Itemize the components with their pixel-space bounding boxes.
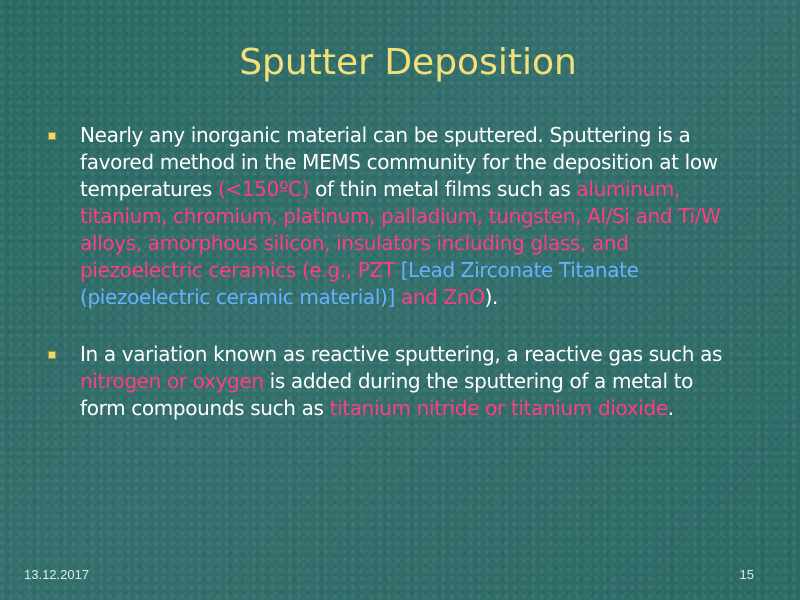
highlight-gases: nitrogen or oxygen: [80, 369, 264, 393]
highlight-compounds: titanium nitride or titanium dioxide: [329, 396, 668, 420]
highlight-pzt-definition: [Lead Zirconate Titanate (piezoelectric ceramic material)]: [80, 258, 639, 309]
highlight-materials: aluminum, titanium, chromium, platinum, palladium, tungsten, Al/Si and Ti/W alloys, amorphous silicon, insulators including glass, and piezoelectric ceramics (e.g., PZT: [80, 177, 721, 282]
bullet-text: ).: [484, 285, 499, 309]
bullet-list: [48, 122, 728, 422]
bullet-text: is added during the sputtering of a metal to form compounds such as: [80, 369, 694, 420]
bullet-text: of thin metal films such as: [309, 177, 577, 201]
footer-date: 13.12.2017: [24, 567, 90, 582]
square-bullet-icon: [48, 351, 56, 359]
bullet-text: .: [667, 396, 674, 420]
bullet-item-sputtering: [48, 122, 728, 311]
slide-title: Sputter Deposition: [239, 42, 577, 83]
page-number: 15: [739, 567, 754, 582]
highlight-temperature: (<150ºC): [217, 177, 310, 201]
square-bullet-icon: [48, 132, 56, 140]
bullet-item-reactive-sputtering: [48, 341, 728, 422]
bullet-text: In a variation known as reactive sputtering, a reactive gas such as: [80, 342, 723, 366]
bullet-text: Nearly any inorganic material can be sputtered. Sputtering is a favored method in the MEMS community for the deposition at low temperatures: [80, 123, 718, 201]
highlight-zno: and ZnO: [394, 285, 485, 309]
